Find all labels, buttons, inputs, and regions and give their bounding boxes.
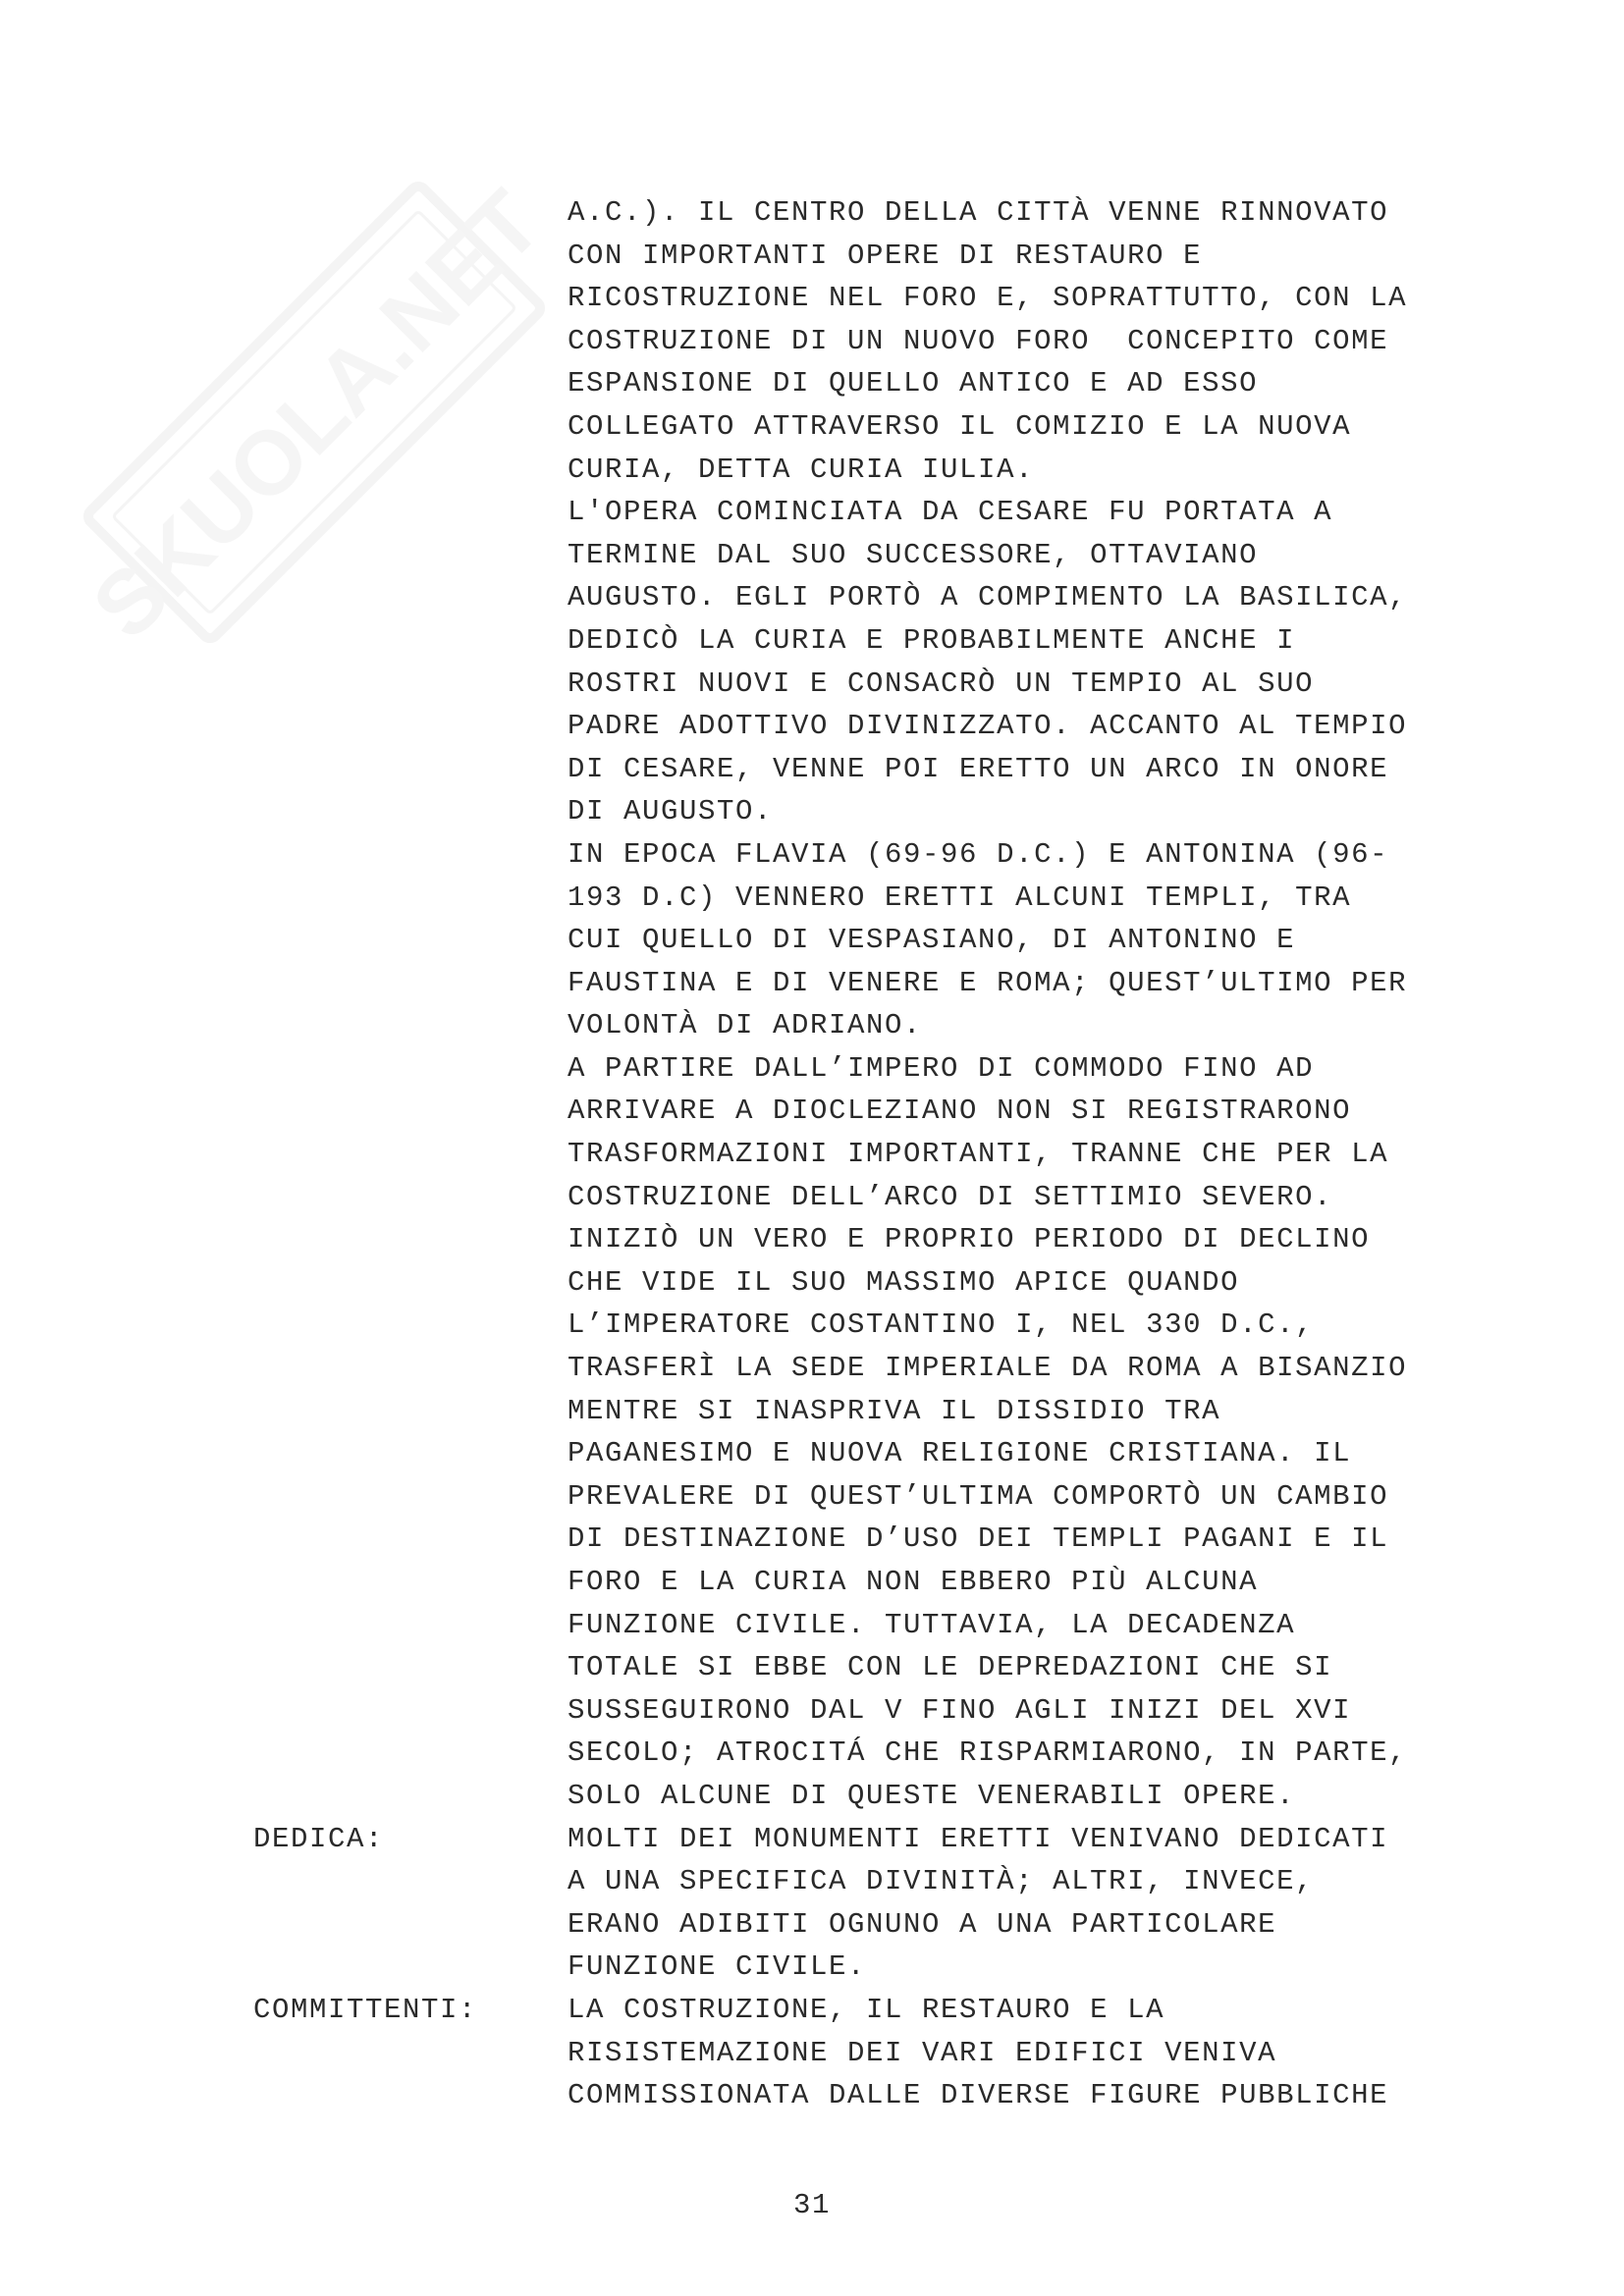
body-text-line: DEDICÒ LA CURIA E PROBABILMENTE ANCHE I bbox=[568, 623, 1296, 657]
body-text-line: ROSTRI NUOVI E CONSACRÒ UN TEMPIO AL SUO bbox=[568, 667, 1315, 700]
body-text-line: FAUSTINA E DI VENERE E ROMA; QUEST’ULTIMO PER bbox=[568, 966, 1408, 999]
body-text-line: PADRE ADOTTIVO DIVINIZZATO. ACCANTO AL TEMPIO bbox=[568, 710, 1408, 743]
text-line bbox=[0, 449, 1624, 492]
body-text-line: INIZIÒ UN VERO E PROPRIO PERIODO DI DECLINO bbox=[568, 1223, 1371, 1256]
body-text-line: RISISTEMAZIONE DEI VARI EDIFICI VENIVA bbox=[568, 2036, 1277, 2069]
text-line bbox=[0, 962, 1624, 1005]
text-line bbox=[0, 1903, 1624, 1947]
text-line bbox=[0, 277, 1624, 320]
text-line bbox=[0, 320, 1624, 363]
body-text-line: MOLTI DEI MONUMENTI ERETTI VENIVANO DEDICATI bbox=[568, 1822, 1389, 1855]
text-line bbox=[0, 191, 1624, 235]
text-line bbox=[0, 663, 1624, 706]
body-text-line: FUNZIONE CIVILE. bbox=[568, 1950, 867, 1984]
body-text-line: DI CESARE, VENNE POI ERETTO UN ARCO IN ONORE bbox=[568, 752, 1389, 785]
text-line bbox=[0, 1390, 1624, 1433]
body-text-line: L’IMPERATORE COSTANTINO I, NEL 330 D.C., bbox=[568, 1308, 1315, 1342]
body-text-line: ERANO ADIBITI OGNUNO A UNA PARTICOLARE bbox=[568, 1907, 1277, 1941]
text-line bbox=[0, 1133, 1624, 1176]
text-line bbox=[0, 1218, 1624, 1261]
text-line bbox=[0, 1689, 1624, 1733]
text-line bbox=[0, 1946, 1624, 1989]
body-text-line: CURIA, DETTA CURIA IULIA. bbox=[568, 453, 1035, 486]
body-text-line: 193 D.C) VENNERO ERETTI ALCUNI TEMPLI, TRA bbox=[568, 881, 1352, 914]
body-text-line: PREVALERE DI QUEST’ULTIMA COMPORTÒ UN CAMBIO bbox=[568, 1479, 1389, 1513]
body-text-line: RICOSTRUZIONE NEL FORO E, SOPRATTUTTO, CON LA bbox=[568, 282, 1408, 315]
text-line bbox=[0, 1047, 1624, 1091]
text-line bbox=[0, 748, 1624, 791]
text-line bbox=[0, 2032, 1624, 2075]
text-line bbox=[0, 1090, 1624, 1133]
body-text-line: TERMINE DAL SUO SUCCESSORE, OTTAVIANO bbox=[568, 538, 1259, 571]
body-text-line: PAGANESIMO E NUOVA RELIGIONE CRISTIANA. IL bbox=[568, 1437, 1352, 1470]
body-text-line: ARRIVARE A DIOCLEZIANO NON SI REGISTRARONO bbox=[568, 1095, 1352, 1128]
text-line bbox=[0, 1261, 1624, 1305]
text-line bbox=[0, 877, 1624, 920]
body-text-line: TOTALE SI EBBE CON LE DEPREDAZIONI CHE SI bbox=[568, 1651, 1333, 1684]
text-line bbox=[0, 1304, 1624, 1347]
body-text-line: ESPANSIONE DI QUELLO ANTICO E AD ESSO bbox=[568, 367, 1259, 400]
body-text-line: COLLEGATO ATTRAVERSO IL COMIZIO E LA NUOVA bbox=[568, 409, 1352, 443]
text-line bbox=[0, 919, 1624, 962]
body-text-line: IN EPOCA FLAVIA (69-96 D.C.) E ANTONINA (96- bbox=[568, 837, 1389, 871]
body-text-line: TRASFORMAZIONI IMPORTANTI, TRANNE CHE PER LA bbox=[568, 1138, 1389, 1171]
body-text-line: AUGUSTO. EGLI PORTÒ A COMPIMENTO LA BASILICA, bbox=[568, 581, 1408, 614]
text-line bbox=[0, 1604, 1624, 1647]
body-text-line: A UNA SPECIFICA DIVINITÀ; ALTRI, INVECE, bbox=[568, 1865, 1315, 1898]
body-text-line: FORO E LA CURIA NON EBBERO PIÙ ALCUNA bbox=[568, 1566, 1259, 1598]
body-text-line: COSTRUZIONE DI UN NUOVO FORO CONCEPITO COME bbox=[568, 324, 1389, 357]
text-line bbox=[0, 534, 1624, 577]
text-line bbox=[0, 1646, 1624, 1689]
body-text-line: DI DESTINAZIONE D’USO DEI TEMPLI PAGANI E IL bbox=[568, 1522, 1389, 1556]
body-text-line: CON IMPORTANTI OPERE DI RESTAURO E bbox=[568, 239, 1203, 272]
body-text-line: TRASFERÌ LA SEDE IMPERIALE DA ROMA A BISANZIO bbox=[568, 1352, 1408, 1385]
body-text-line: A.C.). IL CENTRO DELLA CITTÀ VENNE RINNOVATO bbox=[568, 196, 1389, 229]
field-row bbox=[0, 1989, 1624, 2032]
text-line bbox=[0, 1432, 1624, 1475]
text-line bbox=[0, 790, 1624, 833]
text-line bbox=[0, 619, 1624, 663]
body-text-line: SOLO ALCUNE DI QUESTE VENERABILI OPERE. bbox=[568, 1779, 1296, 1812]
field-row bbox=[0, 1818, 1624, 1861]
body-text-line: A PARTIRE DALL’IMPERO DI COMMODO FINO AD bbox=[568, 1051, 1315, 1085]
body-text-line: LA COSTRUZIONE, IL RESTAURO E LA bbox=[568, 1993, 1165, 2026]
body-text-line: FUNZIONE CIVILE. TUTTAVIA, LA DECADENZA bbox=[568, 1608, 1296, 1641]
text-line bbox=[0, 1518, 1624, 1561]
body-text-line: MENTRE SI INASPRIVA IL DISSIDIO TRA bbox=[568, 1394, 1221, 1427]
text-line bbox=[0, 1775, 1624, 1818]
text-line bbox=[0, 576, 1624, 619]
field-label: COMMITTENTI: bbox=[253, 1993, 478, 2026]
text-line bbox=[0, 2074, 1624, 2117]
text-line bbox=[0, 705, 1624, 748]
text-line bbox=[0, 1860, 1624, 1903]
watermark-text: SKUOLA.NET bbox=[74, 172, 561, 659]
body-text-line: DI AUGUSTO. bbox=[568, 795, 774, 828]
body-text-line: COSTRUZIONE DELL’ARCO DI SETTIMIO SEVERO. bbox=[568, 1180, 1333, 1213]
body-text-line: CUI QUELLO DI VESPASIANO, DI ANTONINO E bbox=[568, 924, 1296, 957]
body-text-line: VOLONTÀ DI ADRIANO. bbox=[568, 1009, 923, 1042]
body-text-line: SUSSEGUIRONO DAL V FINO AGLI INIZI DEL XVI bbox=[568, 1693, 1352, 1727]
text-line bbox=[0, 235, 1624, 278]
field-label: DEDICA: bbox=[253, 1822, 385, 1855]
body-text-line: L'OPERA COMINCIATA DA CESARE FU PORTATA A bbox=[568, 496, 1333, 529]
text-line bbox=[0, 405, 1624, 449]
body-text-line: SECOLO; ATROCITÁ CHE RISPARMIARONO, IN PARTE, bbox=[568, 1736, 1408, 1770]
text-line bbox=[0, 833, 1624, 877]
text-line bbox=[0, 1732, 1624, 1775]
text-line bbox=[0, 1475, 1624, 1519]
page-number: 31 bbox=[792, 2189, 831, 2221]
text-line bbox=[0, 362, 1624, 405]
text-line bbox=[0, 1004, 1624, 1047]
body-text-line: CHE VIDE IL SUO MASSIMO APICE QUANDO bbox=[568, 1265, 1240, 1299]
text-line bbox=[0, 1347, 1624, 1390]
document-body bbox=[0, 191, 1624, 2117]
body-text-line: COMMISSIONATA DALLE DIVERSE FIGURE PUBBLICHE bbox=[568, 2079, 1389, 2112]
text-line bbox=[0, 1561, 1624, 1604]
text-line bbox=[0, 1176, 1624, 1219]
text-line bbox=[0, 491, 1624, 534]
